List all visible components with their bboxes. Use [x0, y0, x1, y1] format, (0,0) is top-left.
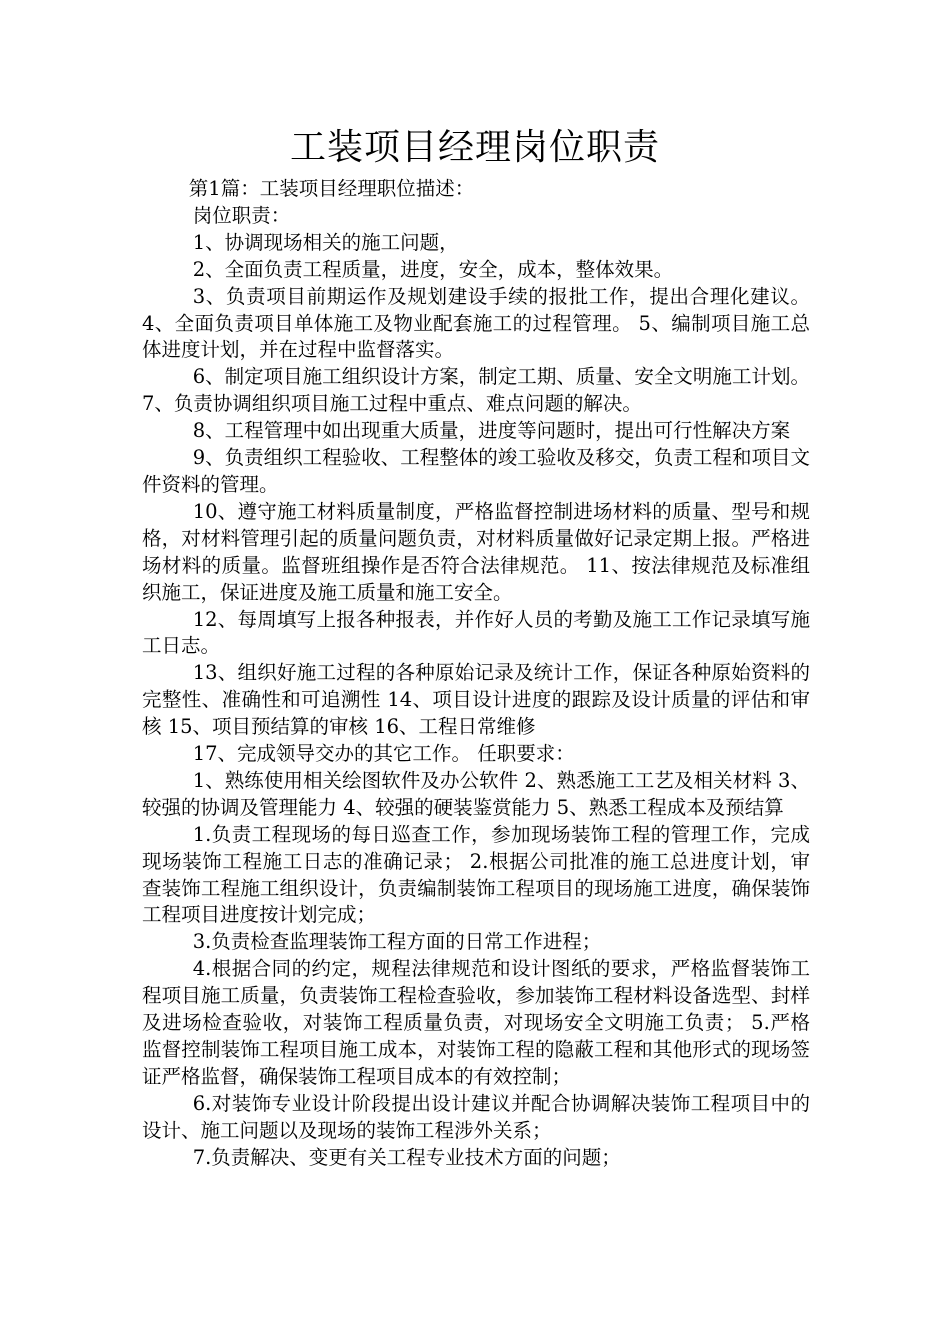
paragraph: 6.对装饰专业设计阶段提出设计建议并配合协调解决装饰工程项目中的设计、施工问题以及现场的装饰工程涉外关系； [142, 1091, 810, 1142]
paragraph: 2、全面负责工程质量，进度，安全，成本，整体效果。 [192, 257, 674, 281]
paragraph: 9、负责组织工程验收、工程整体的竣工验收及移交，负责工程和项目文件资料的管理。 [142, 446, 810, 496]
paragraph: 3、负责项目前期运作及规划建设手续的报批工作，提出合理化建议。 4、全面负责项目单体施工及物业配套施工的过程管理。 5、编制项目施工总体进度计划，并在过程中监督落实。 [142, 284, 810, 362]
paragraph: 1.负责工程现场的每日巡查工作，参加现场装饰工程的管理工作，完成现场装饰工程施工日志的准确记录； 2.根据公司批准的施工总进度计划，审查装饰工程施工组织设计，负责编制装饰工程项目的现场施工进度，确保装饰工程项目进度按计划完成； [142, 822, 810, 927]
paragraph: 4.根据合同的约定，规程法律规范和设计图纸的要求，严格监督装饰工程项目施工质量，负责装饰工程检查验收，参加装饰工程材料设备选型、封样及进场检查验收，对装饰工程质量负责，对现场安全文明施工负责； 5.严格监督控制装饰工程项目施工成本，对装饰工程的隐蔽工程和其他形式的现场签证严格监督，确保装饰工程项目成本的有效控制； [142, 957, 810, 1088]
paragraph-duties-heading: 岗位职责： [192, 203, 291, 227]
paragraph: 17、完成领导交办的其它工作。 任职要求： [192, 742, 575, 766]
paragraph: 3.负责检查监理装饰工程方面的日常工作进程； [192, 930, 602, 954]
paragraph-section-heading: 第1篇：工装项目经理职位描述： [188, 177, 475, 200]
paragraph: 12、每周填写上报各种报表，并作好人员的考勤及施工工作记录填写施工日志。 [142, 607, 810, 658]
document-body [142, 176, 810, 1172]
paragraph: 7.负责解决、变更有关工程专业技术方面的问题； [192, 1145, 621, 1169]
paragraph: 13、组织好施工过程的各种原始记录及统计工作，保证各种原始资料的完整性、准确性和可追溯性 14、项目设计进度的跟踪及设计质量的评估和审核 15、项目预结算的审核 16、工程日常维修 [142, 661, 810, 739]
paragraph: 8、工程管理中如出现重大质量，进度等问题时，提出可行性解决方案 [192, 419, 791, 443]
paragraph: 1、协调现场相关的施工问题， [192, 230, 459, 254]
paragraph: 10、遵守施工材料质量制度，严格监督控制进场材料的质量、型号和规格，对材料管理引起的质量问题负责，对材料质量做好记录定期上报。严格进场材料的质量。监督班组操作是否符合法律规范。 11、按法律规范及标准组织施工，保证进度及施工质量和施工安全。 [142, 499, 810, 604]
paragraph: 6、制定项目施工组织设计方案，制定工期、质量、安全文明施工计划。 7、负责协调组织项目施工过程中重点、难点问题的解决。 [142, 365, 810, 416]
paragraph: 1、熟练使用相关绘图软件及办公软件 2、熟悉施工工艺及相关材料 3、较强的协调及管理能力 4、较强的硬装鉴赏能力 5、熟悉工程成本及预结算 [142, 768, 810, 819]
document-title: 工装项目经理岗位职责 [289, 127, 660, 168]
